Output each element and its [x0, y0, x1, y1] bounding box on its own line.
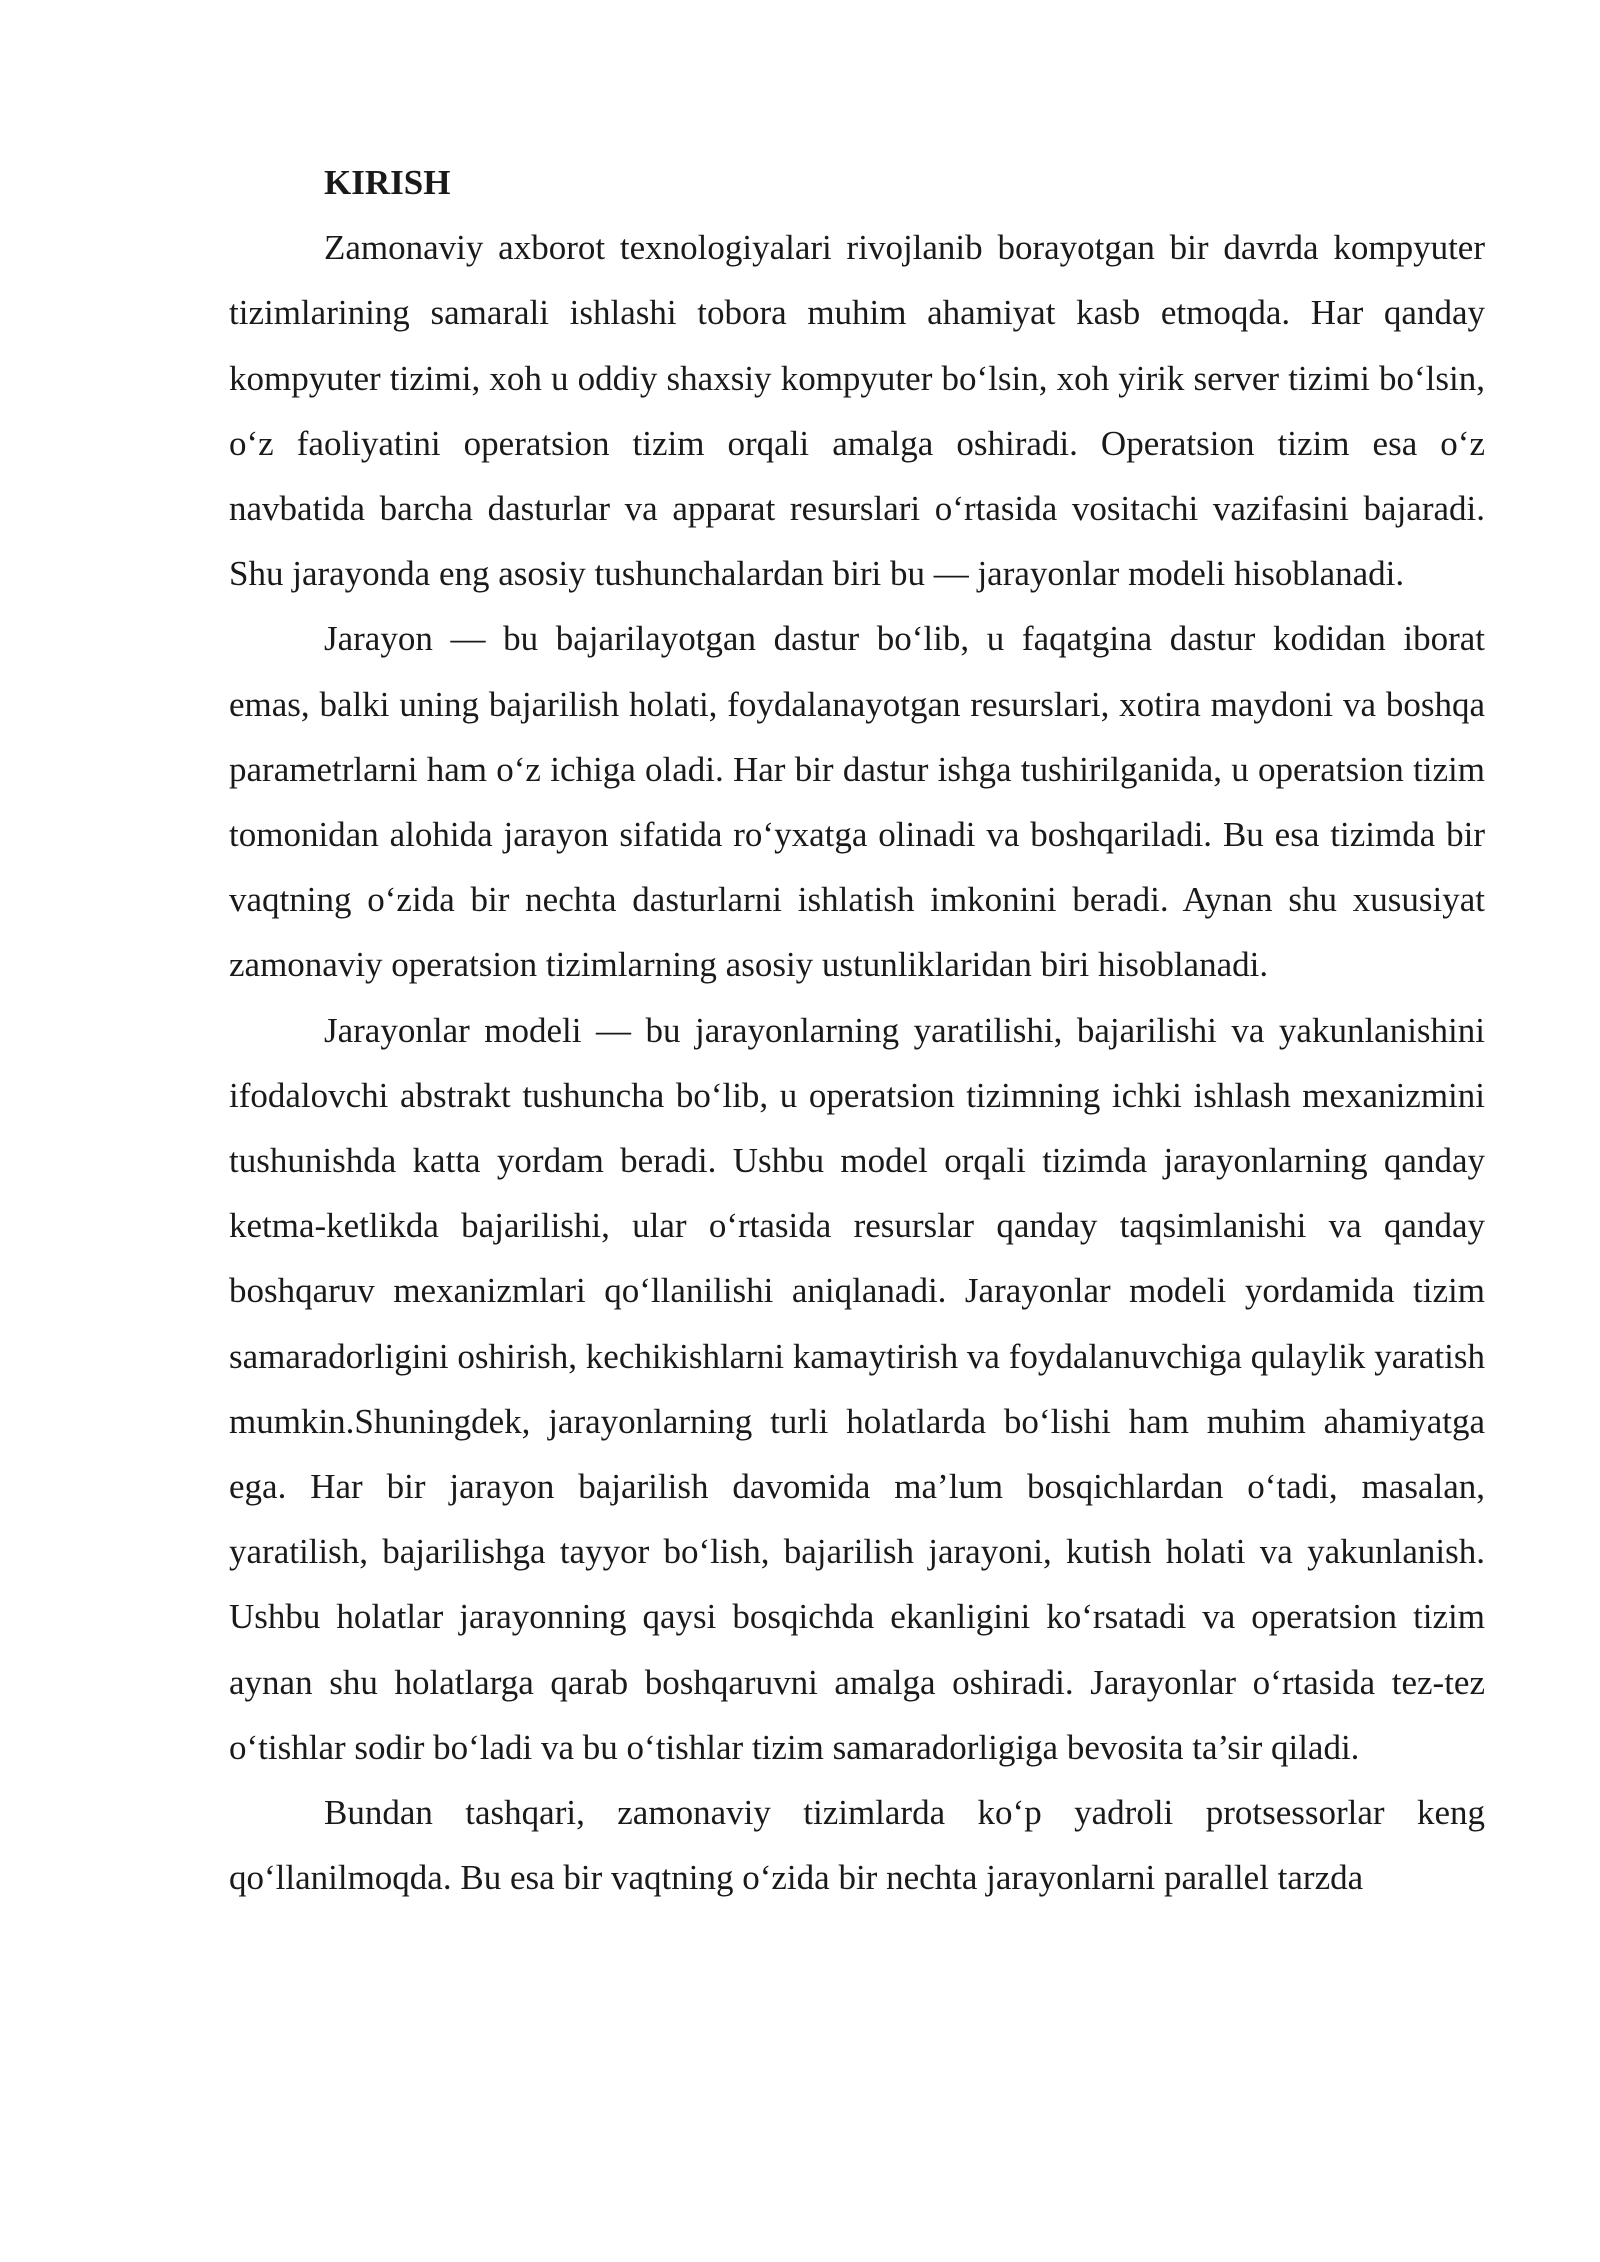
paragraph-intro: Zamonaviy axborot texnologiyalari rivojlanib borayotgan bir davrda kompyuter tizimlarining samarali ishlashi tobora muhim ahamiyat kasb etmoqda. Har qanday kompyuter tizimi, xoh u oddiy shaxsiy kompyuter bo‘lsin, xoh yirik server tizimi bo‘lsin, o‘z faoliyatini operatsion tizim orqali amalga oshiradi. Operatsion tizim esa o‘z navbatida barcha dasturlar va apparat resurslari o‘rtasida vositachi vazifasini bajaradi. Shu jarayonda eng asosiy tushunchalardan biri bu — jarayonlar modeli hisoblanadi.	[229, 228, 1485, 594]
paragraph-process-definition: Jarayon — bu bajarilayotgan dastur bo‘lib, u faqatgina dastur kodidan iborat emas, balki uning bajarilish holati, foydalanayotgan resurslari, xotira maydoni va boshqa parametrlarni ham o‘z ichiga oladi. Har bir dastur ishga tushirilganida, u operatsion tizim tomonidan alohida jarayon sifatida ro‘yxatga olinadi va boshqariladi. Bu esa tizimda bir vaqtning o‘zida bir nechta dasturlarni ishlatish imkonini beradi. Aynan shu xususiyat zamonaviy operatsion tizimlarning asosiy ustunliklaridan biri hisoblanadi.	[229, 619, 1485, 985]
document-body	[229, 150, 1485, 1910]
paragraph-multicore: Bundan tashqari, zamonaviy tizimlarda ko‘p yadroli protsessorlar keng qo‘llanilmoqda. Bu esa bir vaqtning o‘zida bir nechta jarayonlarni parallel tarzda	[229, 1793, 1485, 1898]
section-heading: KIRISH	[324, 163, 451, 202]
paragraph-process-model: Jarayonlar modeli — bu jarayonlarning yaratilishi, bajarilishi va yakunlanishini ifodalovchi abstrakt tushuncha bo‘lib, u operatsion tizimning ichki ishlash mexanizmini tushunishda katta yordam beradi. Ushbu model orqali tizimda jarayonlarning qanday ketma-ketlikda bajarilishi, ular o‘rtasida resurslar qanday taqsimlanishi va qanday boshqaruv mexanizmlari qo‘llanilishi aniqlanadi. Jarayonlar modeli yordamida tizim samaradorligini oshirish, kechikishlarni kamaytirish va foydalanuvchiga qulaylik yaratish mumkin.Shuningdek, jarayonlarning turli holatlarda bo‘lishi ham muhim ahamiyatga ega. Har bir jarayon bajarilish davomida ma’lum bosqichlardan o‘tadi, masalan, yaratilish, bajarilishga tayyor bo‘lish, bajarilish jarayoni, kutish holati va yakunlanish. Ushbu holatlar jarayonning qaysi bosqichda ekanligini ko‘rsatadi va operatsion tizim aynan shu holatlarga qarab boshqaruvni amalga oshiradi. Jarayonlar o‘rtasida tez-tez o‘tishlar sodir bo‘ladi va bu o‘tishlar tizim samaradorligiga bevosita ta’sir qiladi.	[229, 1010, 1485, 1767]
